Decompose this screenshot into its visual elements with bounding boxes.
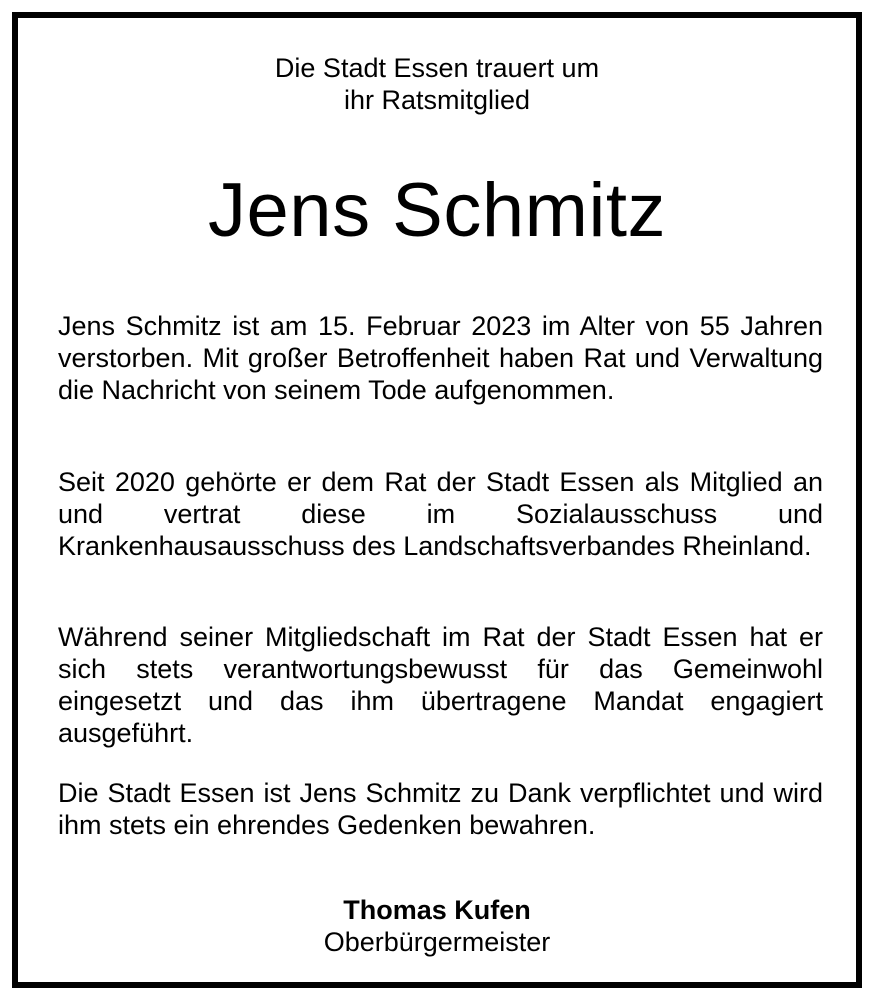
deceased-name: Jens Schmitz bbox=[208, 168, 666, 253]
signer-title: Oberbürgermeister bbox=[323, 927, 551, 957]
signature-block bbox=[18, 894, 856, 958]
intro-line-2: ihr Ratsmitglied bbox=[343, 85, 531, 115]
intro-line-1: Die Stadt Essen trauert um bbox=[274, 53, 600, 83]
paragraph-service-tribute: Während seiner Mitgliedschaft im Rat der Stadt Essen hat er sich stets verantwortungsbewusst für das Gemeinwohl eingesetzt und das ihm übertragene Mandat engagiert ausgeführt. bbox=[58, 622, 823, 748]
intro-heading bbox=[18, 52, 856, 116]
paragraph-council-membership: Seit 2020 gehörte er dem Rat der Stadt Essen als Mitglied an und vertrat diese im Sozialausschuss und Krankenhausausschuss des Landschaftsverbandes Rheinland. bbox=[58, 467, 823, 561]
paragraph-death-announcement: Jens Schmitz ist am 15. Februar 2023 im Alter von 55 Jahren verstorben. Mit großer Betroffenheit haben Rat und Verwaltung die Nachricht von seinem Tode aufgenommen. bbox=[58, 311, 823, 405]
signer-name: Thomas Kufen bbox=[343, 895, 531, 925]
obituary-notice bbox=[12, 12, 862, 988]
paragraph-gratitude: Die Stadt Essen ist Jens Schmitz zu Dank verpflichtet und wird ihm stets ein ehrendes Gedenken bewahren. bbox=[58, 778, 823, 840]
